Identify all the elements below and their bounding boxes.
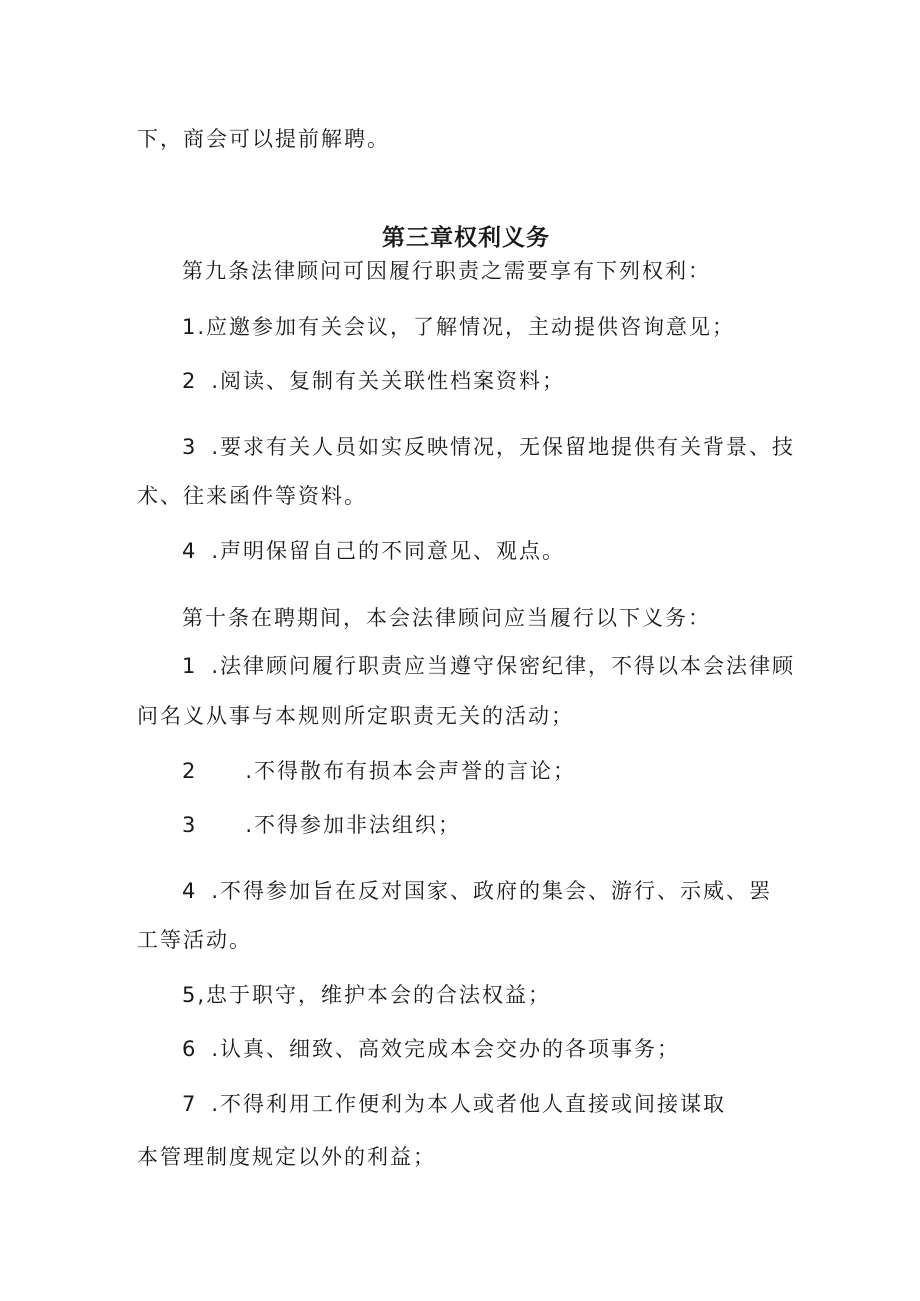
item-text: .不得参加旨在反对国家、政府的集会、游行、示威、罢 (211, 879, 773, 903)
article-10-item-4-line-2: 工等活动。 (137, 928, 252, 952)
item-number: 4 (182, 879, 198, 903)
article-9-item-3-line-1 (182, 433, 795, 461)
article-10-item-5: 5,忠于职守，维护本会的合法权益； (182, 983, 552, 1007)
item-text: .认真、细致、高效完成本会交办的各项事务； (211, 1037, 681, 1061)
article-10-item-6 (182, 1035, 680, 1063)
carryover-paragraph-line: 下，商会可以提前解聘。 (137, 127, 390, 151)
item-text: .阅读、复制有关关联性档案资料； (211, 369, 566, 393)
item-number: 2 (182, 759, 198, 783)
article-10-item-2 (182, 757, 576, 785)
article-10-item-7-line-1 (182, 1090, 726, 1118)
item-number: 3 (182, 813, 198, 837)
item-text: .要求有关人员如实反映情况，无保留地提供有关背景、技 (211, 435, 796, 459)
article-10-intro: 第十条在聘期间，本会法律顾问应当履行以下义务： (182, 606, 711, 630)
article-9-item-4 (182, 537, 565, 565)
article-9-item-1: 1.应邀参加有关会议，了解情况，主动提供咨询意见； (182, 315, 736, 339)
item-number: 3 (182, 435, 198, 459)
item-number: 2 (182, 369, 198, 393)
article-10-item-1-line-1 (182, 652, 795, 680)
article-9-intro: 第九条法律顾问可因履行职责之需要享有下列权利： (182, 259, 711, 283)
article-10-item-4-line-1 (182, 877, 772, 905)
article-10-item-7-line-2: 本管理制度规定以外的利益； (137, 1145, 436, 1169)
item-number: 7 (182, 1092, 198, 1116)
item-number: 4 (182, 539, 198, 563)
article-10-item-3 (182, 811, 461, 839)
article-10-item-1-line-2: 问名义从事与本规则所定职责无关的活动； (137, 704, 574, 728)
item-text: .法律顾问履行职责应当遵守保密纪律，不得以本会法律顾 (211, 654, 796, 678)
item-text: .不得利用工作便利为本人或者他人直接或间接谋取 (211, 1092, 727, 1116)
item-text: .不得散布有损本会声誉的言论； (245, 759, 577, 783)
item-text: .声明保留自己的不同意见、观点。 (211, 539, 566, 563)
chapter-heading: 第三章权利义务 (382, 224, 550, 250)
item-number: 6 (182, 1037, 198, 1061)
article-9-item-2 (182, 367, 565, 395)
item-text: .不得参加非法组织； (245, 813, 462, 837)
article-9-item-3-line-2: 术、往来函件等资料。 (137, 484, 367, 508)
item-number: 1 (182, 654, 198, 678)
